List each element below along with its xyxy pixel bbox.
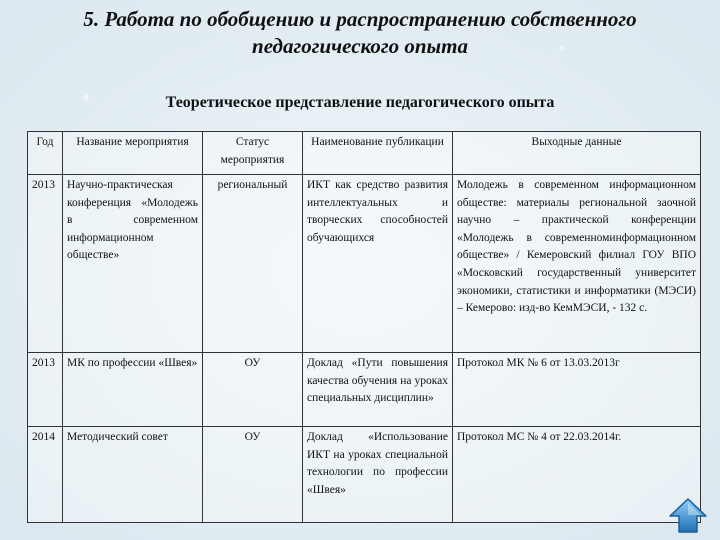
cell-publication: Доклад «Пути повышения качества обучения на уроках специальных дисциплин» xyxy=(303,353,453,427)
cell-output: Протокол МС № 4 от 22.03.2014г. xyxy=(453,427,701,523)
table-header-row xyxy=(28,132,701,175)
cell-year: 2013 xyxy=(28,175,63,353)
cell-output: Молодежь в современном информационном обществе: материалы региональной заочной научно – практической конференции «Молодежь в современноминформационном обществе» / Кемеровский филиал ГОУ ВПО «Московский государственный университет экономики, статистики и информатики (МЭСИ) – Кемерово: изд-во КемМЭСИ, - 132 с. xyxy=(453,175,701,353)
header-year: Год xyxy=(28,132,63,175)
slide-title: 5. Работа по обобщению и распространению собственного педагогического опыта xyxy=(83,7,637,58)
table-row xyxy=(28,175,701,353)
header-publication: Наименование публикации xyxy=(303,132,453,175)
cell-year: 2014 xyxy=(28,427,63,523)
home-arrow-icon xyxy=(668,497,708,535)
section-subtitle: Теоретическое представление педагогического опыта xyxy=(165,94,555,111)
home-button[interactable] xyxy=(668,497,708,535)
slide-header xyxy=(0,6,720,60)
cell-publication: ИКТ как средство развития интеллектуальных и творческих способностей обучающихся xyxy=(303,175,453,353)
cell-status: региональный xyxy=(203,175,303,353)
cell-status: ОУ xyxy=(203,353,303,427)
cell-status: ОУ xyxy=(203,427,303,523)
cell-event-name: Методический совет xyxy=(63,427,203,523)
cell-year: 2013 xyxy=(28,353,63,427)
experience-table xyxy=(27,131,701,523)
table-row xyxy=(28,427,701,523)
header-output: Выходные данные xyxy=(453,132,701,175)
table-row xyxy=(28,353,701,427)
cell-event-name: Научно-практическая конференция «Молодежь в современном информационном обществе» xyxy=(63,175,203,353)
cell-event-name: МК по профессии «Швея» xyxy=(63,353,203,427)
cell-publication: Доклад «Использование ИКТ на уроках специальной технологии по профессии «Швея» xyxy=(303,427,453,523)
header-status: Статус мероприятия xyxy=(203,132,303,175)
header-event-name: Название мероприятия xyxy=(63,132,203,175)
cell-output: Протокол МК № 6 от 13.03.2013г xyxy=(453,353,701,427)
